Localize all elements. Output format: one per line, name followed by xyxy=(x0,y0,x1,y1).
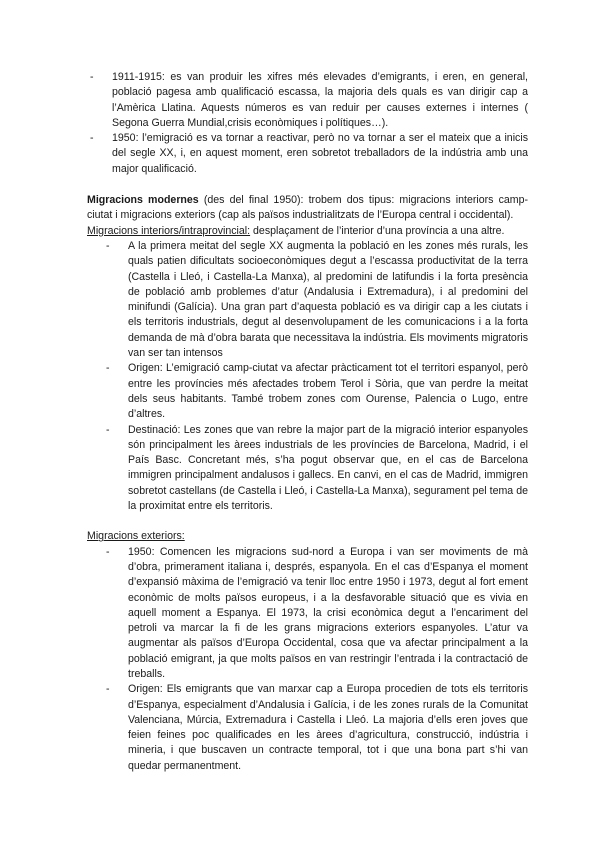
list-item: - Destinació: Les zones que van rebre la major part de la migració interior espanyoles són principalment les àrees industrials de les províncies de Barcelona, Madrid, i el País Basc. Concretant més, s’ha pogut observar que, en el cas de Barcelona immigren principalment andalusos i gallecs. En canvi, en el cas de Madrid, immigren sobretot castellans (de Castella i Lleó, i Castella-La Manxa), segurament pel tema de la proximitat entre els territoris. xyxy=(104,423,528,515)
subsection-heading: Migracions interiors/intraprovincial: xyxy=(87,224,251,237)
list-item: - A la primera meitat del segle XX augmenta la població en les zones més rurals, les quals patien dificultats socioeconòmiques degut a l’escassa productivitat de la terra (Castella i Lleó, i Castella-La Manxa), al predomini de latifundis i la forta presència de població amb problemes d’atur (Andalusia i Extremadura), i al predomini del minifundi (Galícia). Una gran part d’aquesta població es va dirigir cap a les ciutats i els territoris industrials, degut al desenvolupament de les comunicacions i a la forta demanda de mà d’obra barata que necessitava la indústria. Els moviments migratoris van ser tan intensos xyxy=(104,239,528,361)
section-intro-text: (des del final 1950): trobem dos tipus: migracions interiors camp-ciutat i migracions exteriors (cap als països industrialitzats de l’Europa central i occidental). xyxy=(87,194,529,222)
list-item: - 1950: l’emigració es va tornar a reactivar, però no va tornar a ser el mateix que a inicis del segle XX, i, en aquest moment, eren sobretot treballadors de la indústria amb una major qualificació. xyxy=(88,131,528,177)
modern-intro-paragraph xyxy=(87,193,528,224)
intro-list xyxy=(88,70,528,177)
section-heading: Migracions exteriors: xyxy=(87,530,185,543)
section-heading: Migracions modernes xyxy=(87,194,199,207)
list-item: - 1950: Comencen les migracions sud-nord a Europa i van ser moviments de mà d’obra, primerament italiana i, després, espanyola. En el cas d’Espanya el moment d’expansió màxima de l’emigració va tenir lloc entre 1950 i 1973, degut al fort ement econòmic de molts països europeus, i a la desfavorable situació que es vivia en aquell moment a Espanya. El 1973, la crisi econòmica degut a l’encariment del petroli va marcar la fi de les grans migracions exteriors espanyoles. L’atur va augmentar als països d’Europa Occidental, cosa que va afectar principalment a la població emigrant, ja que molts països en van restringir l’entrada i la contractació de treballs. xyxy=(104,545,528,683)
subsection-intro-paragraph xyxy=(87,224,528,239)
list-item: - Origen: L’emigració camp-ciutat va afectar pràcticament tot el territori espanyol, però entre les províncies més afectades trobem Terol i Sòria, que van perdre la meitat dels seus habitants. També trobem zones com Ourense, Palencia o Lugo, entre d’altres. xyxy=(104,361,528,422)
exterior-migration-list xyxy=(88,545,528,774)
list-item: - Origen: Els emigrants que van marxar cap a Europa procedien de tots els territoris d’Espanya, especialment d’Andalusia i Galícia, i de les zones rurals de la Comunitat Valenciana, Múrcia, Extremadura i Castella i Lleó. La majoria d’ells eren joves que feien feines poc qualificades en les àrees d’agricultura, construcció, indústria i mineria, i que buscaven un contracte temporal, tot i que una bona part s’hi van quedar permanentment. xyxy=(104,682,528,774)
subsection-intro-text: desplaçament de l’interior d’una província a una altre. xyxy=(250,224,505,237)
modern-migrations-section xyxy=(87,193,528,239)
exterior-migrations-section xyxy=(87,529,528,544)
list-item: - 1911-1915: es van produir les xifres més elevades d’emigrants, i eren, en general, població pagesa amb qualificació escassa, la majoria dels quals es van dirigir cap a l’Amèrica Llatina. Aquests números es van reduir per causes externes i internes ( Segona Guerra Mundial,crisis econòmiques i polítiques…). xyxy=(88,70,528,131)
interior-migration-list xyxy=(88,239,528,514)
